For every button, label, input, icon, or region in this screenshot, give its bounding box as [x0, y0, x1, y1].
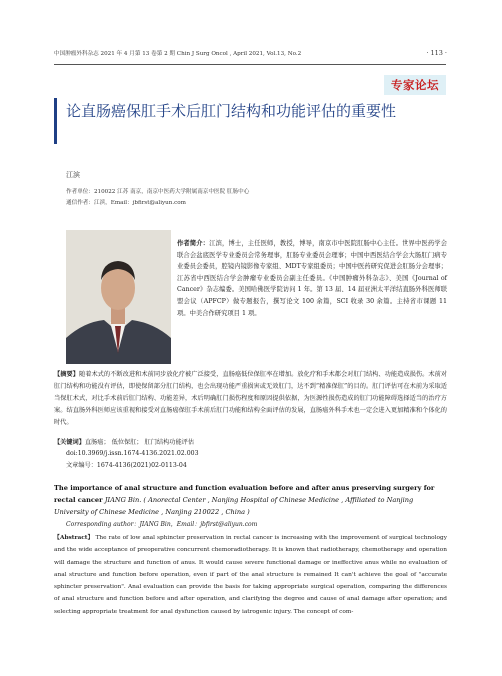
english-author-affiliation: JIANG Bin. ( Anorectal Center , Nanjing Hospital of Chinese Medicine , Affiliated to Nanjing University of Chinese Medicine , Nanjing 210022 , China ) [54, 496, 414, 516]
corresponding-line: 通信作者：江滨，Email：jbfirst@aliyun.com [66, 200, 186, 206]
abstract-cn [54, 369, 447, 429]
keywords-cn-text: 直肠癌； 低位保肛； 肛门结构功能评估 [84, 439, 195, 446]
bio-label: 作者简介： [177, 240, 210, 247]
journal-citation: 中国肿瘤外科杂志 2021 年 4 月第 13 卷第 2 期 Chin J Surg Oncol , April 2021, Vol.13, No.2 [54, 51, 302, 57]
article-meta [66, 448, 446, 472]
running-header [54, 49, 447, 57]
title-accent-bar [54, 98, 57, 144]
author-photo [66, 230, 171, 364]
english-title-block [54, 482, 447, 518]
english-title: The importance of anal structure and function evaluation before and after anus preserving surgery for rectal cancer [54, 484, 435, 504]
page-number: · 113 · [426, 49, 447, 57]
article-number: 文章编号：1674-4136(2021)02-0113-04 [66, 462, 187, 469]
abstract-en-text: The rate of low anal sphincter preservation in rectal cancer is increasing with the improvement of surgical technology and the wide acceptance of preoperative concurrent chemoradiotherapy. It is known that radiotherapy, chemotherapy and operation will damage the structure and function of anus. It would cause severe functional damage or ineffective anus while no evaluation of anal structure and function before operation, even if part of the anal structure is remained It can't achieve the goal of "accurate sphincter preservation". Anal evaluation can provide the basis for taking appropriate surgical operation, comparing the differences of anal structure and function before and after operation, and clarifying the degree and cause of anal damage after operation; and selecting appropriate treatment for anal dysfunction caused by iatrogenic injury. The concept of com- [54, 535, 447, 615]
abstract-cn-text: 随着术式的不断改进和术前同步放化疗被广泛接受，直肠癌低位保肛率在增加。放化疗和手术都会对肛门结构、功能造成损伤。术前对肛门结构和功能没有评估，即使保留部分肛门结构，也会出现功能严重损害或无效肛门，达不到“精准保肛”的目的。肛门评估可在术前为采取适当保肛术式，对比手术前后肛门结构、功能差异，术后明确肛门损伤程度和原因提供依据，为医源性损伤造成的肛门功能障碍选择适当的治疗方案。结直肠外科医师应该重视和接受对直肠癌保肛手术前后肛门功能和结构全面评估的发展，直肠癌外科手术也一定会进入更加精准和个体化的时代。 [54, 371, 448, 426]
header-rule [54, 64, 446, 65]
abstract-cn-label: 【摘要】 [54, 371, 79, 378]
affiliation-line: 作者单位：210022 江苏 南京，南京中医药大学附属南京中医院 肛肠中心 [66, 189, 250, 195]
author-name: 江滨 [66, 171, 80, 179]
author-bio [177, 238, 447, 319]
keywords-cn-label: 【关键词】 [54, 439, 85, 446]
column-badge: 专家论坛 [384, 75, 446, 95]
abstract-en-label: 【Abstract】 [54, 535, 94, 541]
article-title: 论直肠癌保肛手术后肛门结构和功能评估的重要性 [66, 102, 397, 120]
abstract-en [54, 532, 447, 618]
affiliation-block [66, 187, 446, 209]
english-corresponding: Corresponding author：JIANG Bin，Email：jbfirst@aliyun.com [66, 521, 258, 528]
doi: doi:10.3969/j.issn.1674-4136.2021.02.003 [66, 450, 199, 457]
bio-text: 江滨，博士，主任医师，教授，博导，南京市中医院肛肠中心主任。世界中医药学会联合会盆底医学专业委员会常务理事，肛肠专业委员会理事；中国中西医结合学会大肠肛门病专业委员会委员，腔镜内镜影像专家组、MDT专家组委员；中国中医药研究促进会肛肠分会理事；江苏省中西医结合学会肿瘤专业委员会副主任委员。《中国肿瘤外科杂志》、美国《Journal of Cancer》杂志编委。美国哈佛医学院访问 1 年。第 13 届、14 届亚洲太平洋结直肠外科医师联盟会议（APFCP）做专题报告，撰写论文 100 余篇，SCI 收录 30 余篇。主持省市课题 11 项。中美合作研究项目 1 项。 [177, 240, 448, 317]
